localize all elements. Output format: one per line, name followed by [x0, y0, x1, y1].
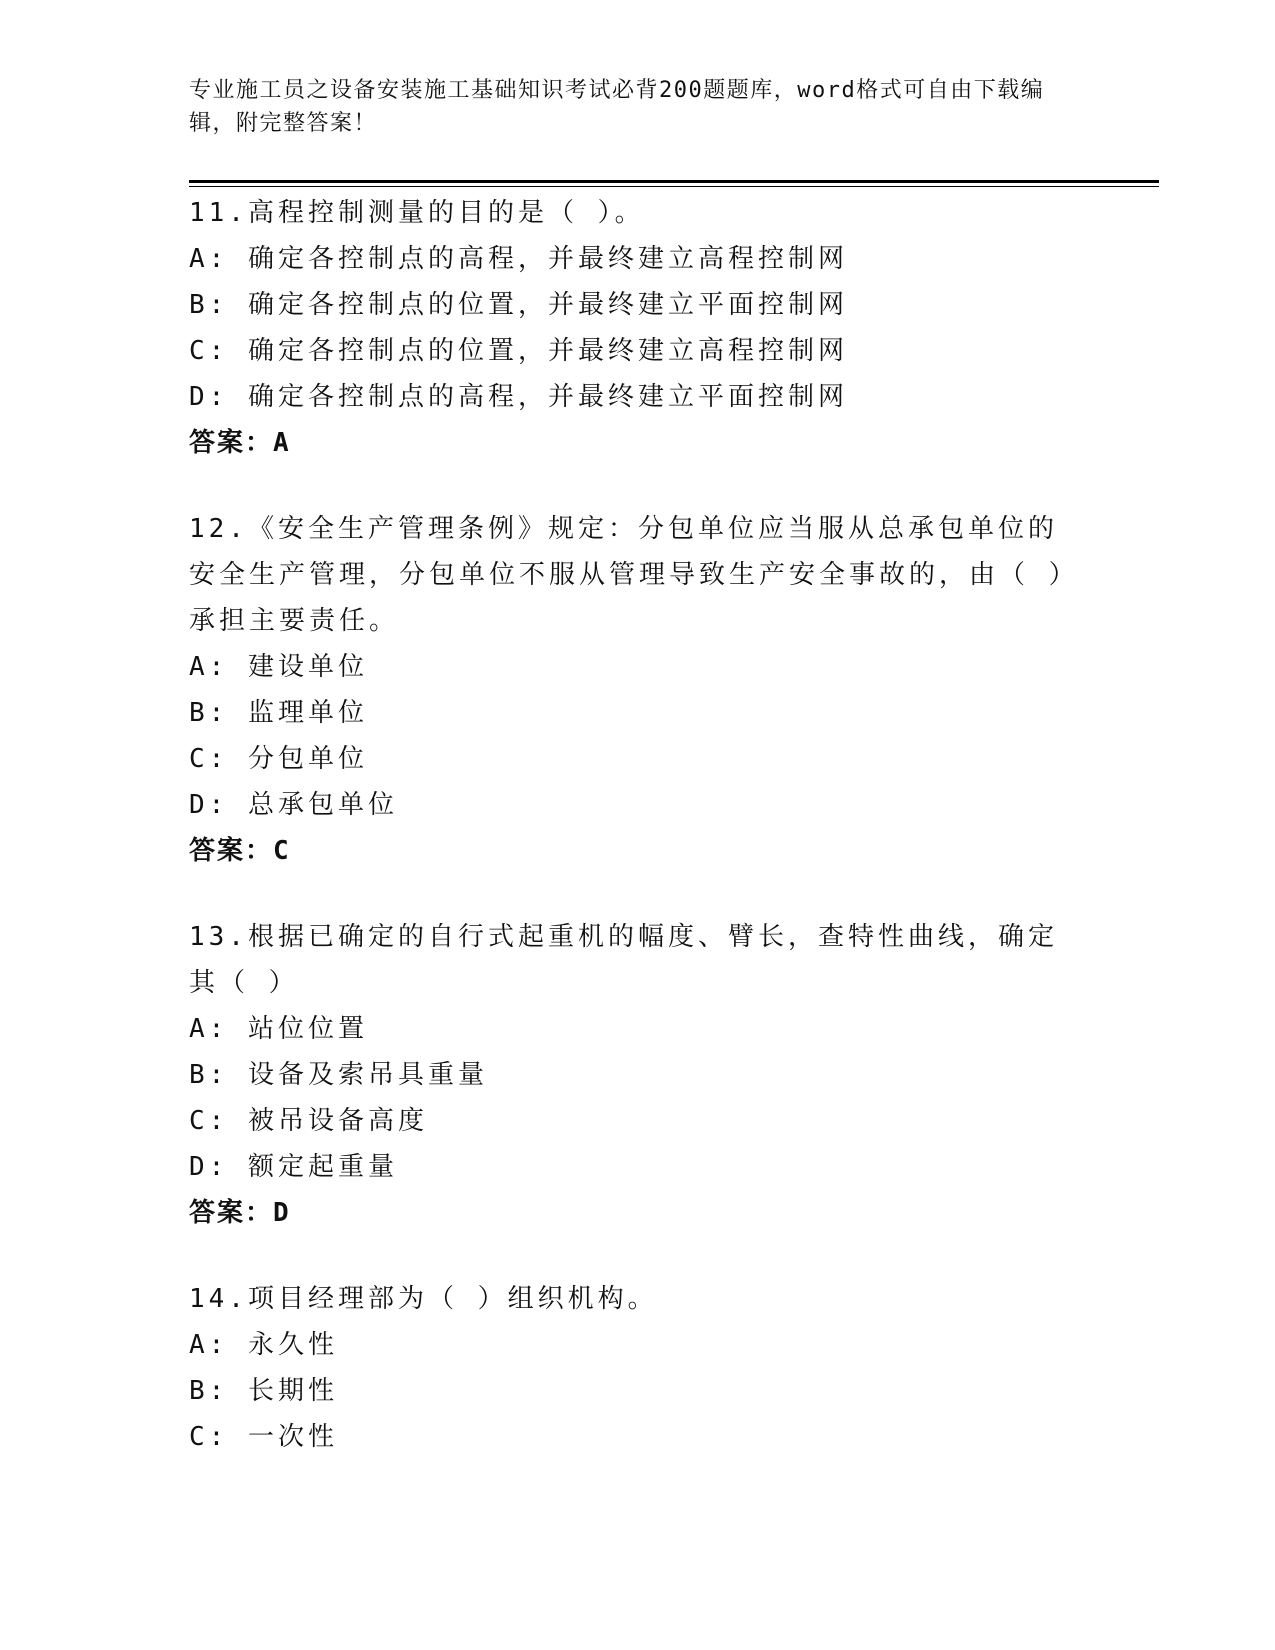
question-list [189, 190, 1089, 1500]
question-11 [189, 190, 1089, 466]
question-12 [189, 506, 1089, 874]
option-d: D: 总承包单位 [189, 790, 398, 820]
question-stem: 14.项目经理部为（ ）组织机构。 [189, 1284, 658, 1314]
option-c: C: 分包单位 [189, 744, 368, 774]
question-14 [189, 1276, 1089, 1460]
option-b: B: 设备及索吊具重量 [189, 1060, 488, 1090]
option-b: B: 长期性 [189, 1376, 338, 1406]
answer: 答案：C [189, 836, 291, 866]
option-a: A: 建设单位 [189, 652, 368, 682]
question-stem: 12.《安全生产管理条例》规定：分包单位应当服从总承包单位的安全生产管理，分包单位不服从管理导致生产安全事故的，由（ ）承担主要责任。 [189, 514, 1066, 636]
option-c: C: 被吊设备高度 [189, 1106, 428, 1136]
question-stem: 13.根据已确定的自行式起重机的幅度、臂长，查特性曲线，确定其（ ） [189, 922, 1058, 998]
option-a: A: 确定各控制点的高程，并最终建立高程控制网 [189, 244, 848, 274]
answer: 答案：D [189, 1198, 291, 1228]
option-c: C: 确定各控制点的位置，并最终建立高程控制网 [189, 336, 848, 366]
option-d: D: 确定各控制点的高程，并最终建立平面控制网 [189, 382, 848, 412]
option-a: A: 永久性 [189, 1330, 338, 1360]
option-b: B: 监理单位 [189, 698, 368, 728]
option-d: D: 额定起重量 [189, 1152, 398, 1182]
option-b: B: 确定各控制点的位置，并最终建立平面控制网 [189, 290, 848, 320]
header-divider-thick [189, 180, 1159, 183]
document-header: 专业施工员之设备安装施工基础知识考试必背200题题库，word格式可自由下载编辑，附完整答案！ [189, 78, 1045, 136]
question-13 [189, 914, 1089, 1236]
question-stem: 11.高程控制测量的目的是（ ）。 [189, 198, 645, 228]
header-divider-thin [189, 186, 1159, 187]
option-a: A: 站位位置 [189, 1014, 368, 1044]
option-c: C: 一次性 [189, 1422, 338, 1452]
answer: 答案：A [189, 428, 291, 458]
